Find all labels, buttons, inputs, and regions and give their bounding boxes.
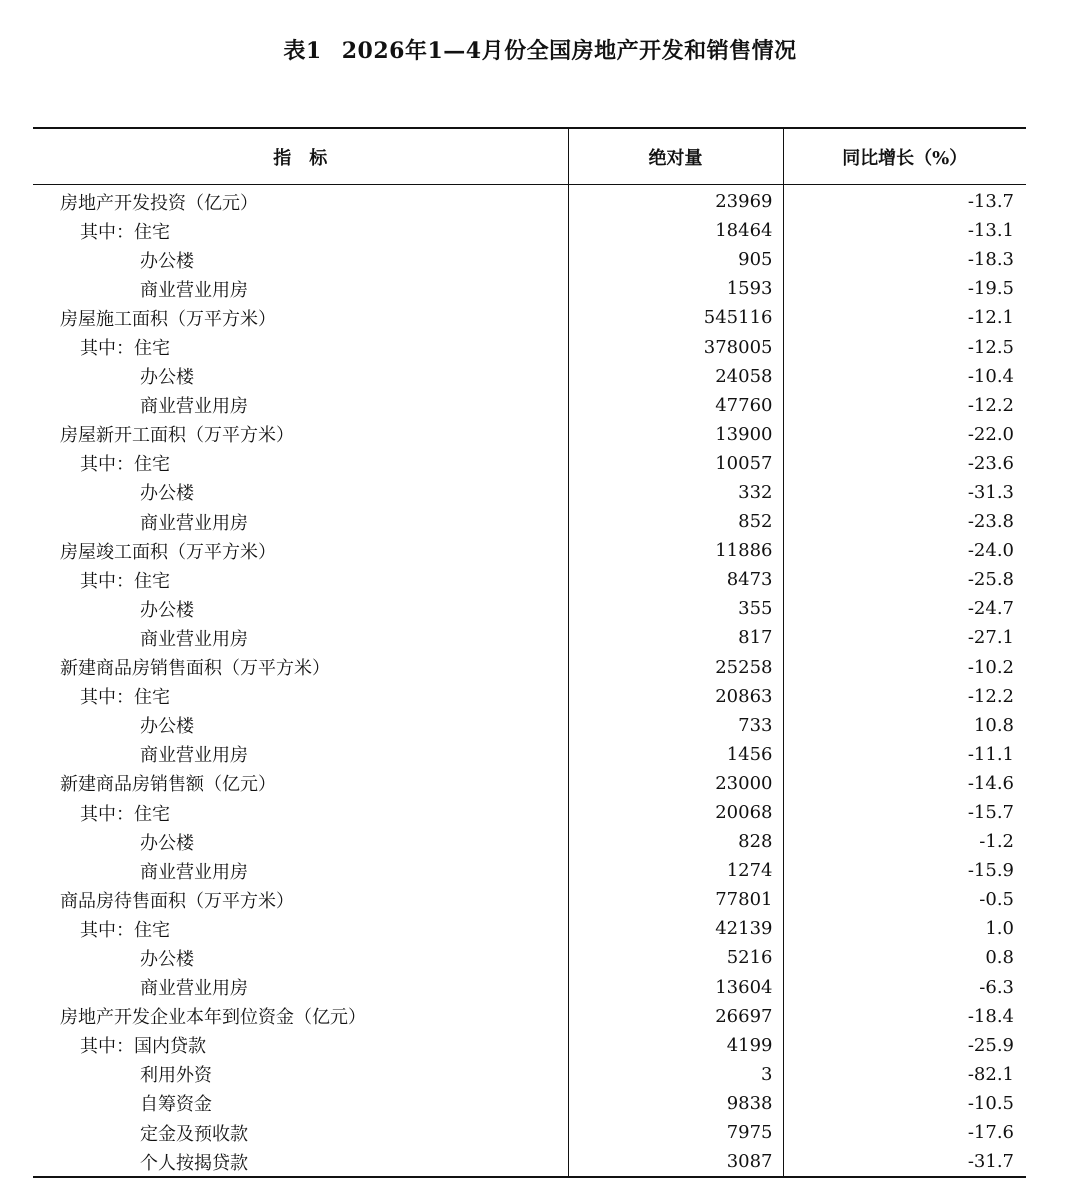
table-row <box>33 420 1026 449</box>
table-row <box>33 245 1026 274</box>
row-label: 其中：住宅 <box>80 570 170 592</box>
row-label: 商业营业用房 <box>140 745 248 767</box>
row-label: 其中：住宅 <box>80 221 170 243</box>
row-growth-value: -31.7 <box>783 1147 1026 1177</box>
row-label: 办公楼 <box>140 832 194 854</box>
table-row <box>33 185 1026 217</box>
row-growth-value: -13.7 <box>783 185 1026 217</box>
row-absolute-value: 378005 <box>568 332 783 361</box>
table-row <box>33 914 1026 943</box>
row-absolute-value: 905 <box>568 245 783 274</box>
row-label: 定金及预收款 <box>140 1123 248 1145</box>
table-row <box>33 1147 1026 1177</box>
row-growth-value: -82.1 <box>783 1060 1026 1089</box>
row-label: 房地产开发投资（亿元） <box>60 192 258 214</box>
table-row <box>33 1118 1026 1147</box>
table-row <box>33 885 1026 914</box>
table-row <box>33 536 1026 565</box>
table-title: 2026年1—4月份全国房地产开发和销售情况 <box>341 38 797 64</box>
row-absolute-value: 23969 <box>568 185 783 217</box>
row-label: 房屋新开工面积（万平方米） <box>60 425 294 447</box>
table-row <box>33 274 1026 303</box>
row-absolute-value: 20068 <box>568 798 783 827</box>
row-growth-value: -18.4 <box>783 1002 1026 1031</box>
row-growth-value: -15.7 <box>783 798 1026 827</box>
row-growth-value: -12.2 <box>783 682 1026 711</box>
row-label: 商业营业用房 <box>140 512 248 534</box>
table-row <box>33 1031 1026 1060</box>
row-label: 办公楼 <box>140 716 194 738</box>
row-growth-value: -12.5 <box>783 332 1026 361</box>
header-absolute: 绝对量 <box>568 128 783 185</box>
row-label: 其中：住宅 <box>80 454 170 476</box>
table-row <box>33 769 1026 798</box>
table-row <box>33 216 1026 245</box>
table-row <box>33 303 1026 332</box>
row-growth-value: -24.7 <box>783 594 1026 623</box>
row-growth-value: -12.1 <box>783 303 1026 332</box>
row-growth-value: -24.0 <box>783 536 1026 565</box>
row-growth-value: -19.5 <box>783 274 1026 303</box>
row-absolute-value: 20863 <box>568 682 783 711</box>
table-row <box>33 1060 1026 1089</box>
row-label: 其中：住宅 <box>80 803 170 825</box>
row-growth-value: -15.9 <box>783 856 1026 885</box>
row-absolute-value: 3 <box>568 1060 783 1089</box>
row-label: 办公楼 <box>140 483 194 505</box>
table-row <box>33 449 1026 478</box>
table-row <box>33 653 1026 682</box>
row-growth-value: -1.2 <box>783 827 1026 856</box>
row-growth-value: -14.6 <box>783 769 1026 798</box>
page-title <box>0 34 1080 65</box>
row-absolute-value: 3087 <box>568 1147 783 1177</box>
row-label: 房屋竣工面积（万平方米） <box>60 541 276 563</box>
table-body <box>33 185 1026 1178</box>
row-growth-value: 1.0 <box>783 914 1026 943</box>
row-absolute-value: 545116 <box>568 303 783 332</box>
row-growth-value: -0.5 <box>783 885 1026 914</box>
row-absolute-value: 332 <box>568 478 783 507</box>
row-absolute-value: 733 <box>568 711 783 740</box>
row-absolute-value: 5216 <box>568 943 783 972</box>
table-row <box>33 943 1026 972</box>
row-label: 其中：住宅 <box>80 919 170 941</box>
table-number: 表1 <box>283 38 322 64</box>
table-row <box>33 507 1026 536</box>
row-absolute-value: 817 <box>568 623 783 652</box>
table-header <box>33 128 1026 185</box>
row-absolute-value: 13604 <box>568 973 783 1002</box>
row-absolute-value: 25258 <box>568 653 783 682</box>
row-absolute-value: 23000 <box>568 769 783 798</box>
row-label: 商业营业用房 <box>140 861 248 883</box>
row-absolute-value: 26697 <box>568 1002 783 1031</box>
row-absolute-value: 7975 <box>568 1118 783 1147</box>
row-growth-value: -10.4 <box>783 362 1026 391</box>
row-growth-value: -25.8 <box>783 565 1026 594</box>
table-row <box>33 856 1026 885</box>
table-row <box>33 623 1026 652</box>
row-label: 办公楼 <box>140 367 194 389</box>
row-growth-value: -31.3 <box>783 478 1026 507</box>
row-growth-value: -13.1 <box>783 216 1026 245</box>
row-absolute-value: 11886 <box>568 536 783 565</box>
row-label: 个人按揭贷款 <box>140 1152 248 1174</box>
row-growth-value: -23.6 <box>783 449 1026 478</box>
row-absolute-value: 47760 <box>568 391 783 420</box>
table-row <box>33 1002 1026 1031</box>
row-absolute-value: 77801 <box>568 885 783 914</box>
table-row <box>33 332 1026 361</box>
table-row <box>33 1089 1026 1118</box>
row-absolute-value: 1593 <box>568 274 783 303</box>
table-row <box>33 711 1026 740</box>
row-growth-value: -10.2 <box>783 653 1026 682</box>
row-absolute-value: 10057 <box>568 449 783 478</box>
row-label: 商业营业用房 <box>140 978 248 1000</box>
row-growth-value: -12.2 <box>783 391 1026 420</box>
row-absolute-value: 13900 <box>568 420 783 449</box>
row-label: 办公楼 <box>140 599 194 621</box>
header-indicator: 指 标 <box>33 128 568 185</box>
row-label: 其中：国内贷款 <box>80 1036 206 1058</box>
table-row <box>33 478 1026 507</box>
row-growth-value: -17.6 <box>783 1118 1026 1147</box>
row-growth-value: -25.9 <box>783 1031 1026 1060</box>
table-row <box>33 362 1026 391</box>
row-absolute-value: 355 <box>568 594 783 623</box>
row-label: 商业营业用房 <box>140 279 248 301</box>
statistics-table <box>33 127 1026 1178</box>
row-absolute-value: 24058 <box>568 362 783 391</box>
row-absolute-value: 828 <box>568 827 783 856</box>
row-absolute-value: 9838 <box>568 1089 783 1118</box>
table-row <box>33 740 1026 769</box>
row-label: 办公楼 <box>140 948 194 970</box>
row-label: 商业营业用房 <box>140 396 248 418</box>
row-absolute-value: 8473 <box>568 565 783 594</box>
header-growth: 同比增长（%） <box>783 128 1026 185</box>
table-row <box>33 594 1026 623</box>
row-growth-value: 0.8 <box>783 943 1026 972</box>
table-row <box>33 565 1026 594</box>
row-label: 新建商品房销售额（亿元） <box>60 774 276 796</box>
row-growth-value: -27.1 <box>783 623 1026 652</box>
row-label: 自筹资金 <box>140 1094 212 1116</box>
row-growth-value: 10.8 <box>783 711 1026 740</box>
row-label: 商品房待售面积（万平方米） <box>60 890 294 912</box>
row-growth-value: -10.5 <box>783 1089 1026 1118</box>
row-growth-value: -6.3 <box>783 973 1026 1002</box>
table-row <box>33 827 1026 856</box>
row-label: 办公楼 <box>140 250 194 272</box>
row-label: 商业营业用房 <box>140 628 248 650</box>
row-label: 利用外资 <box>140 1065 212 1087</box>
row-label: 房地产开发企业本年到位资金（亿元） <box>60 1007 366 1029</box>
row-absolute-value: 1274 <box>568 856 783 885</box>
row-absolute-value: 42139 <box>568 914 783 943</box>
table-row <box>33 973 1026 1002</box>
row-label: 房屋施工面积（万平方米） <box>60 308 276 330</box>
row-growth-value: -23.8 <box>783 507 1026 536</box>
row-label: 新建商品房销售面积（万平方米） <box>60 658 330 680</box>
row-growth-value: -18.3 <box>783 245 1026 274</box>
table-row <box>33 391 1026 420</box>
row-label: 其中：住宅 <box>80 687 170 709</box>
row-growth-value: -22.0 <box>783 420 1026 449</box>
row-absolute-value: 1456 <box>568 740 783 769</box>
row-label: 其中：住宅 <box>80 338 170 360</box>
table-row <box>33 798 1026 827</box>
table-row <box>33 682 1026 711</box>
row-growth-value: -11.1 <box>783 740 1026 769</box>
row-absolute-value: 852 <box>568 507 783 536</box>
row-absolute-value: 4199 <box>568 1031 783 1060</box>
row-absolute-value: 18464 <box>568 216 783 245</box>
